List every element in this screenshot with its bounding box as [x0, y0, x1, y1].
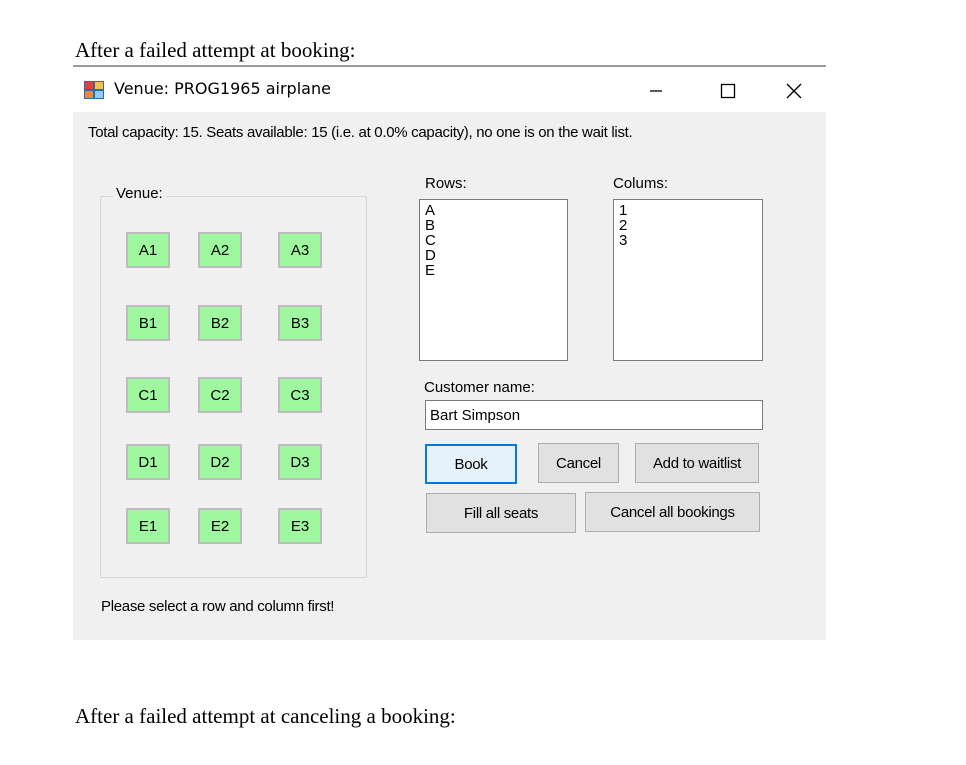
seat-button[interactable]: E2: [198, 508, 242, 544]
seat-button[interactable]: E3: [278, 508, 322, 544]
maximize-icon: [720, 83, 736, 99]
close-icon: [786, 83, 802, 99]
list-item[interactable]: D: [425, 247, 436, 264]
seat-button[interactable]: A1: [126, 232, 170, 268]
close-button[interactable]: [771, 75, 817, 107]
add-to-waitlist-button[interactable]: Add to waitlist: [635, 443, 759, 483]
app-form-icon: [84, 81, 104, 99]
list-item[interactable]: 3: [619, 232, 628, 249]
seat-button[interactable]: B2: [198, 305, 242, 341]
list-item[interactable]: C: [425, 232, 436, 249]
caption-bottom: After a failed attempt at canceling a booking:: [75, 704, 456, 728]
seat-button[interactable]: B1: [126, 305, 170, 341]
caption-top: After a failed attempt at booking:: [75, 38, 356, 62]
venue-label: Venue:: [113, 185, 166, 202]
seat-button[interactable]: E1: [126, 508, 170, 544]
seat-button[interactable]: D3: [278, 444, 322, 480]
minimize-button[interactable]: [633, 75, 679, 107]
customer-name-input[interactable]: [425, 400, 763, 430]
rows-listbox[interactable]: [419, 199, 568, 361]
seat-button[interactable]: B3: [278, 305, 322, 341]
error-message: Please select a row and column first!: [101, 598, 335, 615]
columns-label: Colums:: [613, 175, 669, 192]
cancel-all-bookings-button[interactable]: Cancel all bookings: [585, 492, 760, 532]
fill-all-seats-button[interactable]: Fill all seats: [426, 493, 576, 533]
seat-button[interactable]: A2: [198, 232, 242, 268]
venue-window: [73, 65, 826, 640]
seat-button[interactable]: C1: [126, 377, 170, 413]
list-item[interactable]: 2: [619, 217, 628, 234]
columns-listbox[interactable]: [613, 199, 763, 361]
title-bar[interactable]: [73, 65, 826, 112]
seat-button[interactable]: A3: [278, 232, 322, 268]
minimize-icon: [648, 83, 664, 99]
seat-button[interactable]: C3: [278, 377, 322, 413]
customer-name-label: Customer name:: [424, 379, 535, 396]
rows-label: Rows:: [425, 175, 467, 192]
book-button[interactable]: Book: [425, 444, 517, 484]
maximize-button[interactable]: [705, 75, 751, 107]
window-title: Venue: PROG1965 airplane: [114, 79, 331, 98]
list-item[interactable]: B: [425, 217, 436, 234]
list-item[interactable]: E: [425, 262, 436, 279]
seat-button[interactable]: D2: [198, 444, 242, 480]
venue-groupbox: [100, 185, 367, 578]
seat-button[interactable]: C2: [198, 377, 242, 413]
cancel-button[interactable]: Cancel: [538, 443, 619, 483]
list-item[interactable]: A: [425, 202, 436, 219]
list-item[interactable]: 1: [619, 202, 628, 219]
capacity-status: Total capacity: 15. Seats available: 15 (i.e. at 0.0% capacity), no one is on the wait list.: [88, 124, 633, 141]
seat-button[interactable]: D1: [126, 444, 170, 480]
